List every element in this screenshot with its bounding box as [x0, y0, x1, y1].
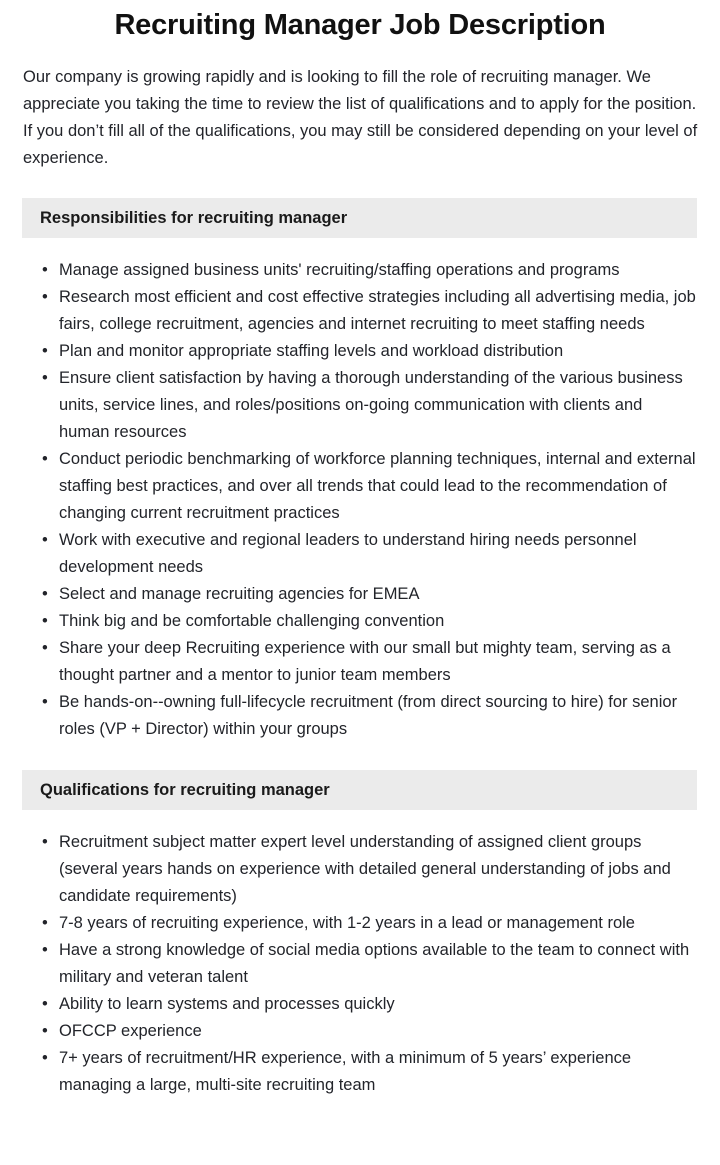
list-item: • Work with executive and regional leaders to understand hiring needs personnel development needs — [0, 527, 697, 581]
list-item: • Research most efficient and cost effective strategies including all advertising media, job fairs, college recruitment, agencies and internet recruiting to meet staffing needs — [0, 284, 697, 338]
section-header-label: Responsibilities for recruiting manager — [40, 209, 348, 227]
responsibilities-list — [0, 238, 720, 743]
intro-paragraph: Our company is growing rapidly and is looking to fill the role of recruiting manager. We appreciate you taking the time to review the list of qualifications and to apply for the position. If you don’t fill all of the qualifications, you may still be considered depending on your level of experience. — [23, 68, 698, 167]
list-item: • Ensure client satisfaction by having a thorough understanding of the various business units, service lines, and roles/positions on-going communication with clients and human resources — [0, 365, 697, 446]
section-responsibilities — [0, 198, 720, 743]
qualifications-list — [0, 810, 720, 1099]
section-header-responsibilities — [22, 198, 697, 238]
list-item: • Ability to learn systems and processes quickly — [0, 991, 697, 1018]
list-item: • Share your deep Recruiting experience with our small but mighty team, serving as a thought partner and a mentor to junior team members — [0, 635, 697, 689]
list-item: • OFCCP experience — [0, 1018, 697, 1045]
list-item: • Recruitment subject matter expert level understanding of assigned client groups (several years hands on experience with detailed general understanding of jobs and candidate requirements) — [0, 829, 697, 910]
section-header-label: Qualifications for recruiting manager — [40, 781, 330, 799]
list-item: • 7+ years of recruitment/HR experience, with a minimum of 5 years’ experience managing a large, multi-site recruiting team — [0, 1045, 697, 1099]
list-item: • Be hands-on--owning full-lifecycle recruitment (from direct sourcing to hire) for senior roles (VP + Director) within your groups — [0, 689, 697, 743]
list-item: • Have a strong knowledge of social media options available to the team to connect with military and veteran talent — [0, 937, 697, 991]
list-item: • Manage assigned business units' recruiting/staffing operations and programs — [0, 257, 697, 284]
list-item: • Conduct periodic benchmarking of workforce planning techniques, internal and external staffing best practices, and over all trends that could lead to the recommendation of changing current recruitment practices — [0, 446, 697, 527]
list-item: • Select and manage recruiting agencies for EMEA — [0, 581, 697, 608]
section-qualifications — [0, 770, 720, 1099]
page-title: Recruiting Manager Job Description — [114, 9, 606, 41]
bottom-spacer — [0, 1099, 720, 1129]
list-item: • 7-8 years of recruiting experience, with 1-2 years in a lead or management role — [0, 910, 697, 937]
section-header-qualifications — [22, 770, 697, 810]
list-item: • Think big and be comfortable challenging convention — [0, 608, 697, 635]
list-item: • Plan and monitor appropriate staffing levels and workload distribution — [0, 338, 697, 365]
